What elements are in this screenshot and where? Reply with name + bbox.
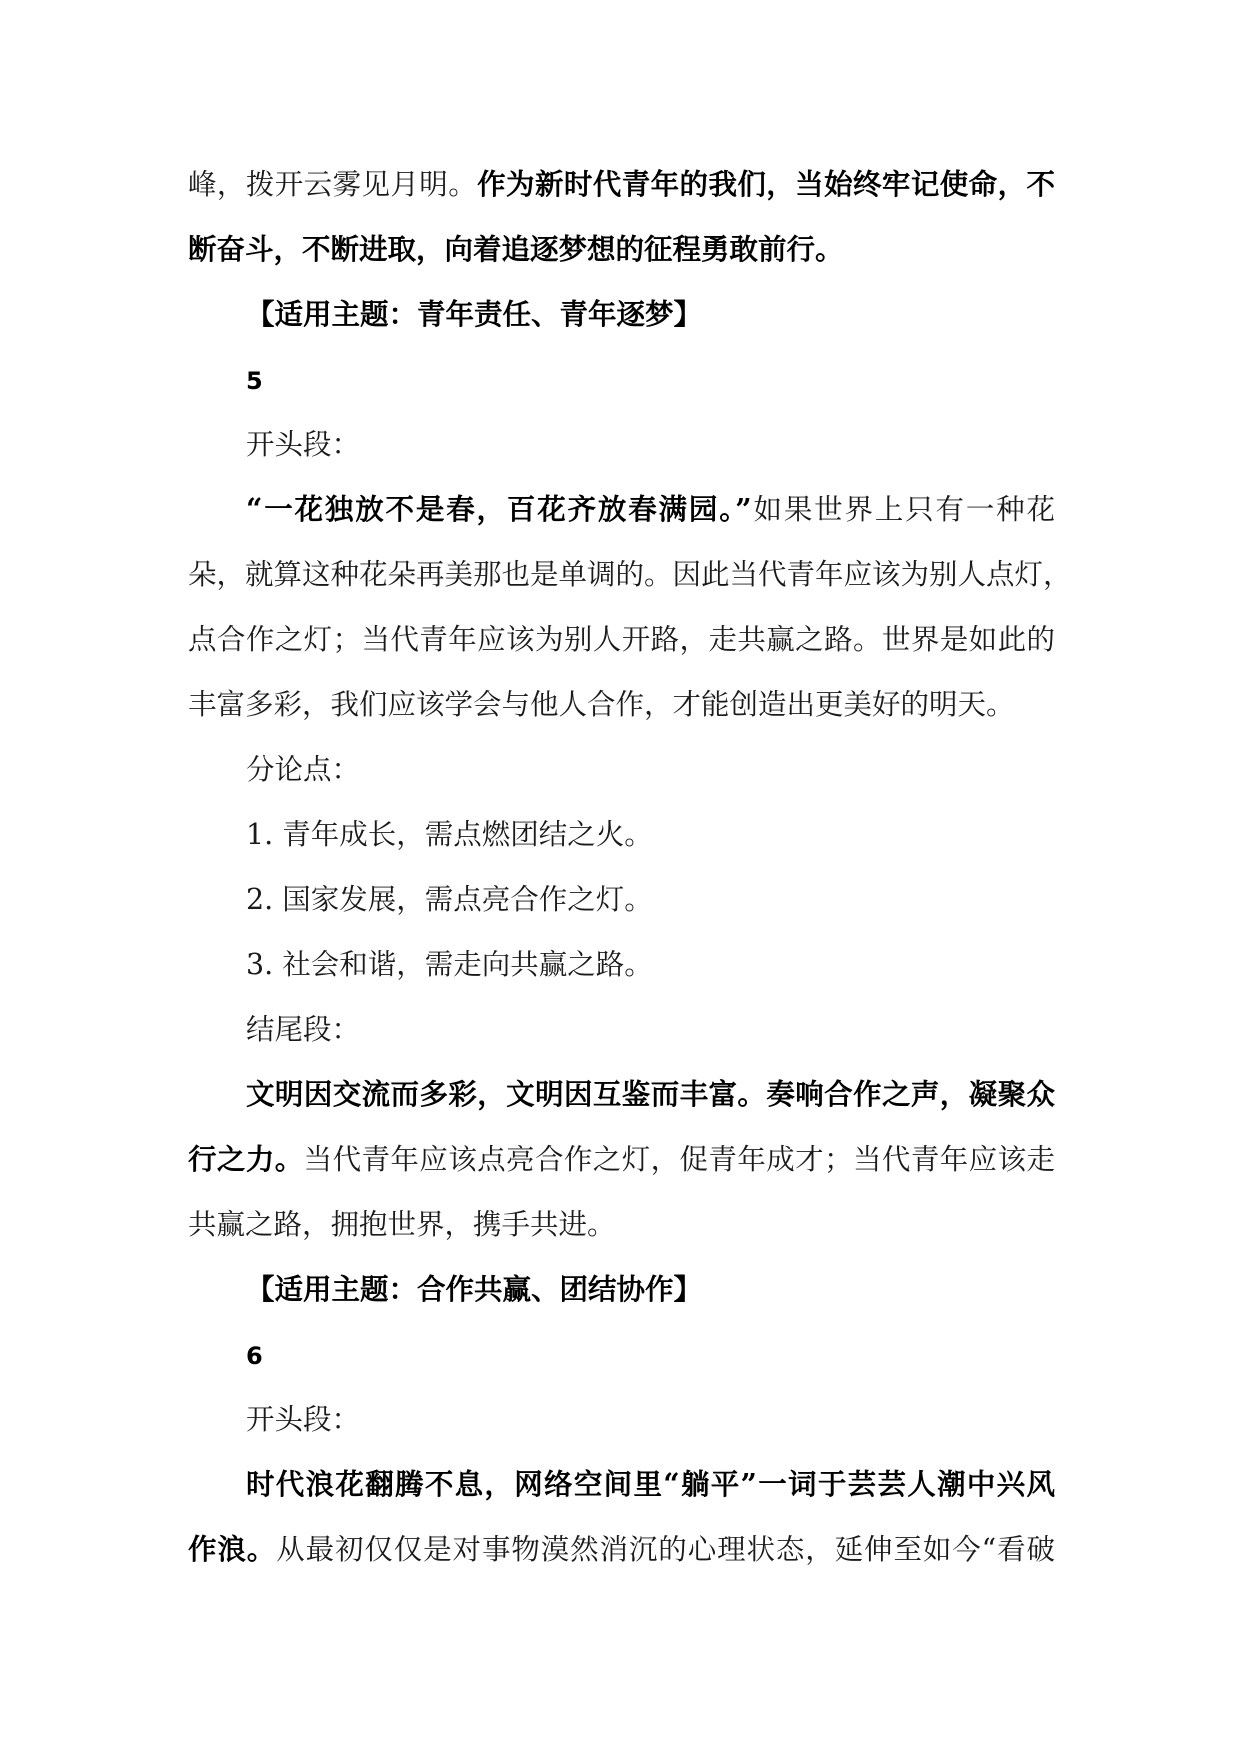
bold-text-span: 作浪。: [188, 1532, 277, 1566]
text-span: 丰富多彩，我们应该学会与他人合作，才能创造出更美好的明天。: [188, 688, 1015, 721]
heading-text: 分论点：: [246, 753, 361, 786]
paragraph-line-22: [188, 1517, 1055, 1582]
heading-text: 开头段：: [246, 1403, 361, 1436]
paragraph-line-21: [188, 1452, 1055, 1517]
subpoint-2: [188, 867, 1055, 932]
section-number-text: 6: [246, 1342, 263, 1370]
heading-text: 结尾段：: [246, 1013, 361, 1046]
heading-text: 开头段：: [246, 428, 361, 461]
text-span: 峰，拨开云雾见月明。: [188, 168, 478, 201]
paragraph-line-1: [188, 152, 1055, 217]
bold-text-span: 断奋斗，不断进取，向着追逐梦想的征程勇敢前行。: [188, 232, 844, 266]
subpoint-1: [188, 802, 1055, 867]
theme-tag-youth: [188, 282, 1055, 347]
paragraph-line-9: [188, 672, 1055, 737]
subpoints-heading: [188, 737, 1055, 802]
text-span: 共赢之路，拥抱世界，携手共进。: [188, 1208, 616, 1241]
paragraph-line-6: [188, 477, 1055, 542]
paragraph-line-8: [188, 607, 1055, 672]
text-span: 从最初仅仅是对事物漠然消沉的心理状态，延伸至如今“看破: [276, 1533, 1055, 1566]
bold-text-span: 时代浪花翻腾不息，网络空间里“躺平”一词于芸芸人潮中兴风: [246, 1467, 1055, 1501]
text-span: 当代青年应该点亮合作之灯，促青年成才；当代青年应该走: [303, 1143, 1055, 1176]
paragraph-line-16: [188, 1127, 1055, 1192]
opening-heading: [188, 412, 1055, 477]
section-number-5: [188, 347, 1055, 412]
bold-text-span: 行之力。: [188, 1142, 304, 1176]
text-span: 点合作之灯；当代青年应该为别人开路，走共赢之路。世界是如此的: [188, 623, 1055, 656]
paragraph-line-17: [188, 1192, 1055, 1257]
bold-quote-span: “一花独放不是春，百花齐放春满园。”: [246, 492, 752, 526]
subpoint-text: 3. 社会和谐，需走向共赢之路。: [246, 948, 653, 981]
section-number-6: [188, 1322, 1055, 1387]
paragraph-line-2: [188, 217, 1055, 282]
text-span: 如果世界上只有一种花: [751, 493, 1055, 526]
theme-tag-text: 【适用主题：合作共赢、团结协作】: [246, 1272, 703, 1306]
theme-tag-cooperation: [188, 1257, 1055, 1322]
paragraph-line-15: [188, 1062, 1055, 1127]
section-number-text: 5: [246, 367, 263, 395]
subpoint-text: 1. 青年成长，需点燃团结之火。: [246, 818, 653, 851]
theme-tag-text: 【适用主题：青年责任、青年逐梦】: [246, 297, 703, 331]
paragraph-line-7: [188, 542, 1072, 607]
subpoint-text: 2. 国家发展，需点亮合作之灯。: [246, 883, 653, 916]
bold-text-span: 文明因交流而多彩，文明因互鉴而丰富。奏响合作之声，凝聚众: [246, 1077, 1055, 1111]
text-span: 朵，就算这种花朵再美那也是单调的。因此当代青年应该为别人点灯，: [188, 558, 1072, 591]
subpoint-3: [188, 932, 1055, 997]
opening-heading-2: [188, 1387, 1055, 1452]
closing-heading: [188, 997, 1055, 1062]
document-body: [188, 152, 1072, 1582]
bold-text-span: 作为新时代青年的我们，当始终牢记使命，不: [477, 167, 1055, 201]
